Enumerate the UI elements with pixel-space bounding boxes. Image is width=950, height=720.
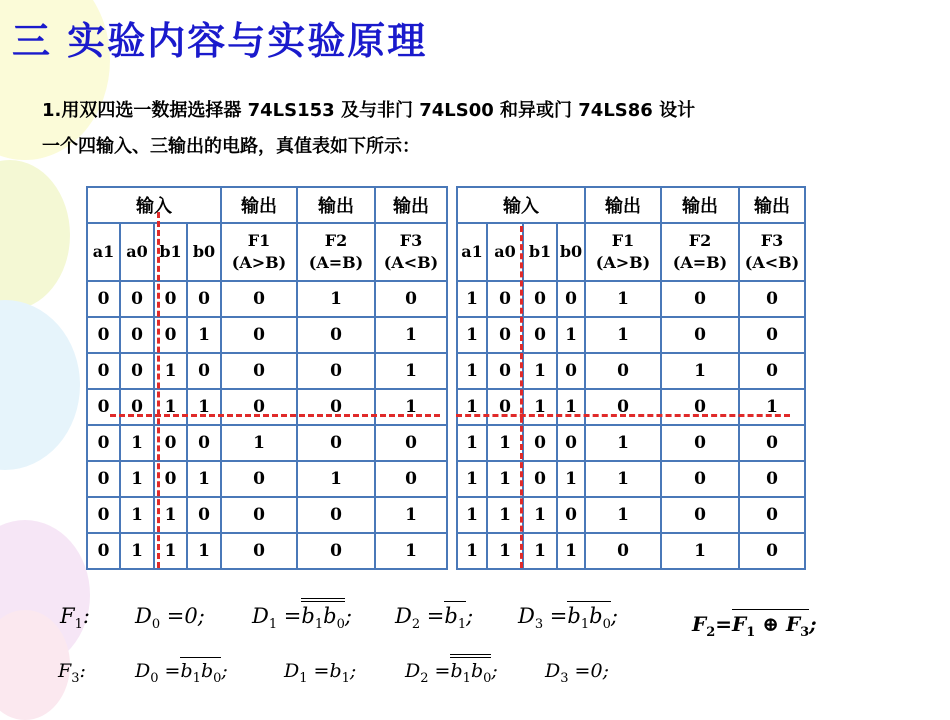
table-cell: 1 xyxy=(585,317,661,353)
output-header: 输出 xyxy=(739,187,805,223)
table-row xyxy=(457,353,805,389)
output-header: 输出 xyxy=(375,187,447,223)
output-column-header xyxy=(297,223,375,281)
table-cell: 1 xyxy=(457,533,487,569)
table-cell: 1 xyxy=(661,353,739,389)
table-cell: 1 xyxy=(154,389,187,425)
output-name: F1 xyxy=(611,231,635,250)
table-cell: 1 xyxy=(120,533,154,569)
table-cell: 0 xyxy=(221,461,297,497)
column-header: b0 xyxy=(557,223,585,281)
output-name: F3 xyxy=(760,231,784,250)
intro-text-line2: 一个四输入、三输出的电路，真值表如下所示： xyxy=(42,136,420,157)
table-cell: 1 xyxy=(120,425,154,461)
table-cell: 0 xyxy=(297,533,375,569)
output-condition: (A=B) xyxy=(308,253,364,272)
table-cell: 0 xyxy=(487,317,523,353)
table-cell: 0 xyxy=(523,281,557,317)
table-row xyxy=(87,353,447,389)
output-name: F1 xyxy=(247,231,271,250)
table-cell: 0 xyxy=(487,353,523,389)
table-row xyxy=(87,317,447,353)
table-cell: 0 xyxy=(87,389,120,425)
equation-f1-d1: $D_1 =b_1b_0$; xyxy=(252,604,352,632)
output-column-header xyxy=(585,223,661,281)
function-name: F xyxy=(60,604,75,628)
table-cell: 1 xyxy=(120,461,154,497)
decorative-bubble xyxy=(0,160,70,310)
table-row xyxy=(87,533,447,569)
table-cell: 1 xyxy=(585,281,661,317)
equation-f3-d1: $D_1 =b_1$; xyxy=(284,660,357,686)
table-cell: 0 xyxy=(297,389,375,425)
output-condition: (A>B) xyxy=(231,253,287,272)
table-cell: 0 xyxy=(87,425,120,461)
column-header: a0 xyxy=(487,223,523,281)
table-cell: 0 xyxy=(120,389,154,425)
table-row xyxy=(457,497,805,533)
table-cell: 1 xyxy=(739,389,805,425)
table-cell: 0 xyxy=(87,317,120,353)
table-cell: 1 xyxy=(187,533,221,569)
table-cell: 1 xyxy=(120,497,154,533)
table-cell: 1 xyxy=(523,533,557,569)
column-header: b1 xyxy=(523,223,557,281)
table-cell: 1 xyxy=(375,317,447,353)
table-cell: 1 xyxy=(297,281,375,317)
output-condition: (A<B) xyxy=(383,253,439,272)
table-row xyxy=(457,461,805,497)
table-cell: 0 xyxy=(221,389,297,425)
output-header: 输出 xyxy=(221,187,297,223)
table-cell: 0 xyxy=(297,425,375,461)
table-cell: 1 xyxy=(457,317,487,353)
table-cell: 1 xyxy=(523,497,557,533)
table-cell: 0 xyxy=(661,425,739,461)
output-condition: (A=B) xyxy=(672,253,728,272)
column-header: b1 xyxy=(154,223,187,281)
red-dashed-divider-horizontal xyxy=(456,414,790,417)
table-row xyxy=(457,533,805,569)
function-subscript: 2 xyxy=(706,625,716,640)
table-cell: 0 xyxy=(523,317,557,353)
table-cell: 0 xyxy=(297,317,375,353)
table-cell: 1 xyxy=(187,461,221,497)
table-cell: 0 xyxy=(87,353,120,389)
table-cell: 1 xyxy=(487,533,523,569)
output-name: F2 xyxy=(324,231,348,250)
table-cell: 1 xyxy=(487,461,523,497)
input-header: 输入 xyxy=(457,187,585,223)
output-header: 输出 xyxy=(297,187,375,223)
table-cell: 0 xyxy=(154,281,187,317)
equation-f3-d2: $D_2 =b_1b_0$; xyxy=(405,660,498,686)
table-cell: 1 xyxy=(557,389,585,425)
table-cell: 1 xyxy=(457,461,487,497)
table-cell: 0 xyxy=(661,461,739,497)
table-cell: 1 xyxy=(457,497,487,533)
table-cell: 0 xyxy=(739,317,805,353)
table-row xyxy=(457,281,805,317)
column-header: a1 xyxy=(457,223,487,281)
table-cell: 0 xyxy=(739,497,805,533)
equation-f3-label: $F_3$: xyxy=(58,660,86,686)
table-cell: 0 xyxy=(221,281,297,317)
table-cell: 1 xyxy=(523,353,557,389)
table-cell: 0 xyxy=(187,353,221,389)
table-cell: 1 xyxy=(457,281,487,317)
table-row xyxy=(87,389,447,425)
table-cell: 0 xyxy=(297,497,375,533)
output-column-header xyxy=(739,223,805,281)
table-cell: 1 xyxy=(661,533,739,569)
table-cell: 0 xyxy=(375,425,447,461)
table-cell: 0 xyxy=(375,281,447,317)
table-cell: 1 xyxy=(154,497,187,533)
table-cell: 0 xyxy=(221,497,297,533)
table-cell: 0 xyxy=(297,353,375,389)
table-row xyxy=(457,389,805,425)
table-cell: 0 xyxy=(557,497,585,533)
table-row xyxy=(87,425,447,461)
table-cell: 0 xyxy=(87,533,120,569)
table-row xyxy=(87,461,447,497)
table-row xyxy=(87,497,447,533)
equation-f2: $F_2=F_1$ ⊕ $F_3$; xyxy=(692,612,817,640)
table-cell: 1 xyxy=(557,461,585,497)
red-dashed-divider-horizontal xyxy=(110,414,440,417)
table-cell: 0 xyxy=(739,425,805,461)
input-header: 输入 xyxy=(87,187,221,223)
red-dashed-divider-vertical xyxy=(157,212,160,568)
function-subscript: 1 xyxy=(74,617,83,633)
table-cell: 1 xyxy=(187,389,221,425)
table-cell: 0 xyxy=(221,353,297,389)
table-cell: 1 xyxy=(154,533,187,569)
equation-f1-d2: $D_2 =b_1$; xyxy=(395,604,473,632)
table-cell: 0 xyxy=(557,425,585,461)
equation-f3-d0: $D_0 =b_1b_0$; xyxy=(135,660,228,686)
table-cell: 0 xyxy=(487,281,523,317)
table-cell: 1 xyxy=(375,533,447,569)
output-name: F3 xyxy=(399,231,423,250)
table-cell: 1 xyxy=(557,317,585,353)
table-cell: 1 xyxy=(375,497,447,533)
output-column-header xyxy=(221,223,297,281)
table-cell: 0 xyxy=(523,425,557,461)
table-cell: 0 xyxy=(557,281,585,317)
table-cell: 0 xyxy=(585,389,661,425)
table-cell: 1 xyxy=(375,353,447,389)
table-cell: 0 xyxy=(87,281,120,317)
table-cell: 1 xyxy=(487,425,523,461)
table-cell: 0 xyxy=(187,425,221,461)
equation-f1-label: $F_1$: xyxy=(60,604,90,633)
table-cell: 0 xyxy=(120,353,154,389)
table-cell: 0 xyxy=(187,281,221,317)
equation-f1-d0: $D_0 =0$; xyxy=(135,604,205,633)
truth-table-left xyxy=(86,186,448,570)
table-cell: 0 xyxy=(661,389,739,425)
table-cell: 1 xyxy=(457,353,487,389)
table-cell: 0 xyxy=(120,317,154,353)
equation-f1-d3: $D_3 =b_1b_0$; xyxy=(518,604,618,632)
table-cell: 0 xyxy=(739,533,805,569)
output-condition: (A>B) xyxy=(595,253,651,272)
table-cell: 1 xyxy=(585,425,661,461)
table-cell: 0 xyxy=(661,317,739,353)
table-cell: 0 xyxy=(87,497,120,533)
table-cell: 0 xyxy=(187,497,221,533)
table-cell: 1 xyxy=(457,425,487,461)
function-subscript: 3 xyxy=(71,670,80,686)
truth-table-right xyxy=(456,186,806,570)
table-cell: 0 xyxy=(375,461,447,497)
table-cell: 0 xyxy=(739,281,805,317)
output-header: 输出 xyxy=(585,187,661,223)
function-name: F xyxy=(692,612,707,636)
table-cell: 0 xyxy=(154,317,187,353)
table-cell: 0 xyxy=(87,461,120,497)
table-row xyxy=(87,281,447,317)
equation-f3-d3: $D_3 =0$; xyxy=(545,660,609,686)
table-cell: 0 xyxy=(661,497,739,533)
output-column-header xyxy=(375,223,447,281)
table-row xyxy=(457,317,805,353)
output-condition: (A<B) xyxy=(744,253,800,272)
decorative-bubble xyxy=(0,300,80,470)
table-cell: 0 xyxy=(557,353,585,389)
table-cell: 0 xyxy=(739,353,805,389)
table-row xyxy=(457,425,805,461)
output-name: F2 xyxy=(688,231,712,250)
output-header: 输出 xyxy=(661,187,739,223)
table-cell: 1 xyxy=(221,425,297,461)
table-cell: 1 xyxy=(375,389,447,425)
table-cell: 1 xyxy=(557,533,585,569)
table-cell: 0 xyxy=(661,281,739,317)
table-cell: 0 xyxy=(585,353,661,389)
table-cell: 1 xyxy=(585,461,661,497)
function-name: F xyxy=(58,660,72,682)
output-column-header xyxy=(661,223,739,281)
table-cell: 1 xyxy=(585,497,661,533)
table-cell: 0 xyxy=(154,425,187,461)
intro-text-line1: 1.用双四选一数据选择器 74LS153 及与非门 74LS00 和异或门 74LS86 设计 xyxy=(42,100,696,121)
table-cell: 0 xyxy=(120,281,154,317)
column-header: b0 xyxy=(187,223,221,281)
table-cell: 0 xyxy=(221,317,297,353)
table-cell: 0 xyxy=(523,461,557,497)
table-cell: 1 xyxy=(523,389,557,425)
table-cell: 0 xyxy=(154,461,187,497)
table-cell: 1 xyxy=(457,389,487,425)
table-cell: 1 xyxy=(154,353,187,389)
table-cell: 0 xyxy=(739,461,805,497)
table-cell: 1 xyxy=(187,317,221,353)
column-header: a1 xyxy=(87,223,120,281)
slide-title: 三 实验内容与实验原理 xyxy=(12,19,428,63)
table-cell: 0 xyxy=(487,389,523,425)
table-cell: 1 xyxy=(297,461,375,497)
red-dashed-divider-vertical xyxy=(520,226,523,568)
table-cell: 0 xyxy=(585,533,661,569)
table-cell: 0 xyxy=(221,533,297,569)
table-cell: 1 xyxy=(487,497,523,533)
column-header: a0 xyxy=(120,223,154,281)
